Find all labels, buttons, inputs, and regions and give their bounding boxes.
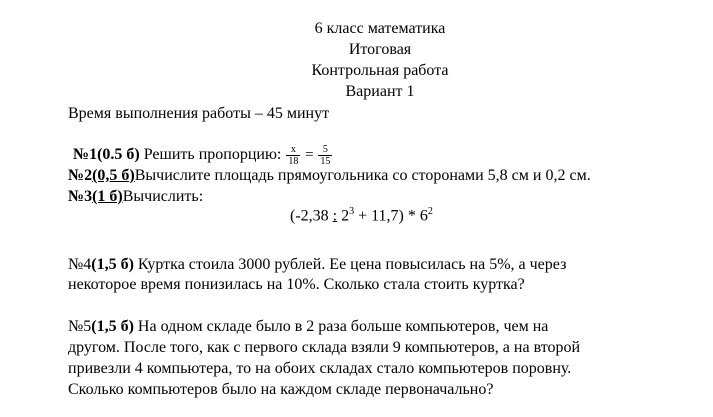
- expression-part-3: + 11,7) * 6: [354, 207, 428, 225]
- task-1-points: (0.5 б): [97, 146, 140, 164]
- task-3-points: (1 б): [92, 188, 123, 205]
- task-2-text: Вычислите площадь прямоугольника со сторонами 5,8 см и 0,2 см.: [134, 167, 591, 184]
- task-1: [73, 144, 333, 167]
- task-5-line-3: привезли 4 компьютера, то на обоих складах стало компьютеров поровну.: [68, 360, 572, 377]
- expression-colon: :: [332, 207, 338, 225]
- task-4-text-1: Куртка стоила 3000 рублей. Ее цена повысилась на 5%, а через: [133, 256, 567, 273]
- task-2: [68, 166, 591, 186]
- fraction-numerator: x: [286, 144, 300, 156]
- task-1-fraction-left: [286, 144, 300, 167]
- task-3-number: №3: [68, 188, 93, 205]
- task-2-number: №2: [68, 167, 93, 184]
- task-5-line-2: другом. После того, как с первого склада взяли 9 компьютеров, а на второй: [68, 339, 581, 356]
- task-5-number: №5: [68, 318, 92, 335]
- equals-sign: =: [301, 147, 318, 164]
- fraction-denominator: 15: [320, 156, 331, 167]
- task-4-number: №4: [68, 256, 92, 273]
- task-1-text: Решить пропорцию:: [139, 146, 286, 164]
- expression-part-1: (-2,38: [290, 207, 333, 225]
- header-test-type: Контрольная работа: [311, 62, 449, 79]
- task-5-points: (1,5 б): [91, 318, 134, 335]
- fraction-numerator: 5: [318, 144, 332, 156]
- task-4-line-1: [68, 255, 566, 275]
- exponent-1: 3: [349, 206, 355, 217]
- expression-part-2: 2: [337, 207, 350, 225]
- task-5-line-4: Сколько компьютеров было на каждом складе первоначально?: [68, 381, 494, 398]
- task-3-expression: [290, 206, 433, 225]
- header-final: Итоговая: [348, 41, 412, 58]
- task-5-line-1: [68, 317, 548, 337]
- task-4-line-2: некоторое время понизилась на 10%. Сколько стала стоить куртка?: [68, 276, 525, 293]
- task-2-points: (0,5 б): [92, 167, 135, 184]
- task-1-number: №1: [73, 146, 98, 164]
- task-1-fraction-right: [318, 144, 332, 167]
- header-variant: Вариант 1: [345, 83, 415, 100]
- task-3-text: Вычислить:: [122, 188, 204, 205]
- task-5-text-1: На одном складе было в 2 раза больше компьютеров, чем на: [133, 318, 549, 335]
- fraction-denominator: 18: [288, 156, 299, 167]
- task-4-points: (1,5 б): [91, 256, 134, 273]
- header-grade-subject: 6 класс математика: [314, 20, 446, 37]
- worksheet-header: [0, 18, 713, 102]
- exponent-2: 2: [427, 206, 433, 217]
- task-3: [68, 187, 203, 207]
- time-limit: Время выполнения работы – 45 минут: [68, 105, 330, 122]
